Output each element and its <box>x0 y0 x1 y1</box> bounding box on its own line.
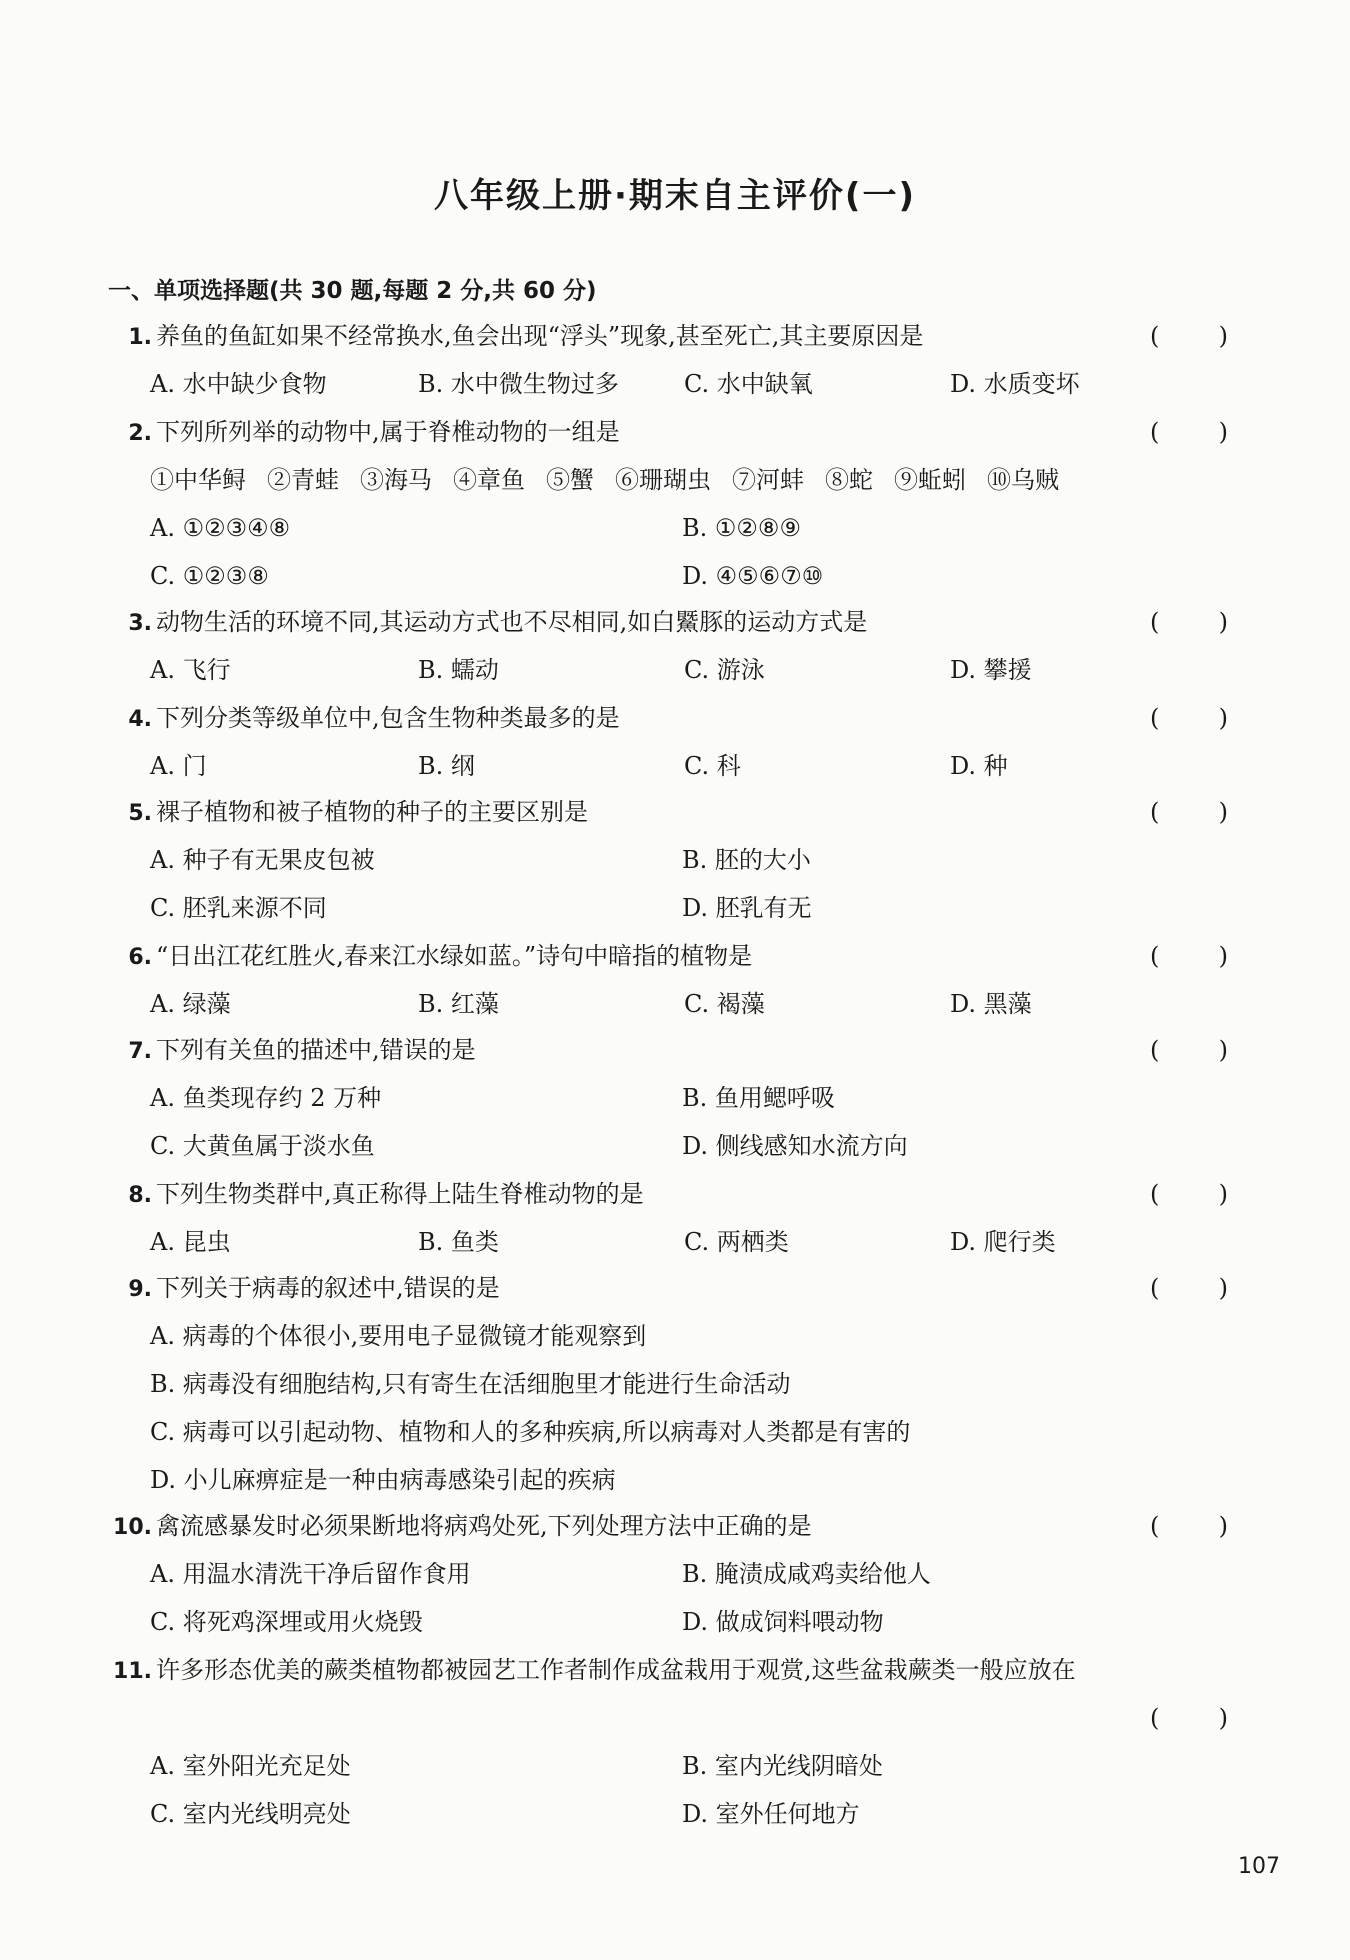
option-d: D. 种 <box>950 752 1008 780</box>
question-number: 9. <box>128 1277 152 1302</box>
question-number: 3. <box>128 611 152 636</box>
question-stem: 裸子植物和被子植物的种子的主要区别是 <box>156 798 588 826</box>
page-title: 八年级上册·期末自主评价(一) <box>434 176 916 216</box>
option-b: B. 胚的大小 <box>682 846 811 874</box>
option-a: A. 飞行 <box>150 656 231 684</box>
option-a: A. 病毒的个体很小,要用电子显微镜才能观察到 <box>150 1322 647 1350</box>
question-stem: 禽流感暴发时必须果断地将病鸡处死,下列处理方法中正确的是 <box>156 1512 812 1540</box>
options-row <box>150 1412 1230 1452</box>
question-stem: 动物生活的环境不同,其运动方式也不尽相同,如白鱀豚的运动方式是 <box>156 608 868 636</box>
option-a: A. 门 <box>150 752 207 780</box>
option-b: B. 水中微生物过多 <box>418 370 619 398</box>
option-d: D. ④⑤⑥⑦⑩ <box>682 562 824 590</box>
answer-bracket: ( ) <box>1150 1274 1228 1302</box>
answer-bracket: ( ) <box>1150 322 1228 350</box>
question-number: 6. <box>128 945 152 970</box>
option-a: A. 绿藻 <box>150 990 231 1018</box>
question-11 <box>104 1650 1228 1690</box>
option-b: B. 纲 <box>418 752 475 780</box>
question-10 <box>104 1506 1228 1546</box>
option-b: B. 室内光线阴暗处 <box>682 1752 883 1780</box>
question-number: 7. <box>128 1039 152 1064</box>
question-number: 8. <box>128 1183 152 1208</box>
option-d: D. 胚乳有无 <box>682 894 812 922</box>
option-c: C. 将死鸡深埋或用火烧毁 <box>150 1608 423 1636</box>
option-c: C. 室内光线明亮处 <box>150 1800 351 1828</box>
option-c: C. ①②③⑧ <box>150 562 269 590</box>
option-a: A. 水中缺少食物 <box>150 370 327 398</box>
question-7 <box>118 1030 1228 1070</box>
option-a: A. ①②③④⑧ <box>150 514 291 542</box>
options-row <box>150 1460 1230 1500</box>
section-heading: 一、单项选择题(共 30 题,每题 2 分,共 60 分) <box>108 278 597 304</box>
option-b: B. 鱼类 <box>418 1228 499 1256</box>
answer-bracket: ( ) <box>1150 1512 1228 1540</box>
options-row <box>150 1602 1230 1642</box>
question-stem: 下列生物类群中,真正称得上陆生脊椎动物的是 <box>156 1180 644 1208</box>
answer-bracket: ( ) <box>1150 798 1228 826</box>
question-1 <box>118 316 1228 356</box>
list-item: ④章鱼 <box>453 466 525 494</box>
question-number: 11. <box>113 1659 152 1684</box>
question-stem: 下列有关鱼的描述中,错误的是 <box>156 1036 476 1064</box>
option-a: A. 鱼类现存约 2 万种 <box>150 1084 382 1112</box>
question-9 <box>118 1268 1228 1308</box>
option-d: D. 室外任何地方 <box>682 1800 860 1828</box>
options-row <box>150 1554 1230 1594</box>
option-c: C. 胚乳来源不同 <box>150 894 327 922</box>
options-row <box>150 1746 1230 1786</box>
question-8 <box>118 1174 1228 1214</box>
options-row <box>150 556 1230 596</box>
option-b: B. 红藻 <box>418 990 499 1018</box>
question-stem: 许多形态优美的蕨类植物都被园艺工作者制作成盆栽用于观赏,这些盆栽蕨类一般应放在 <box>156 1656 1076 1684</box>
options-row <box>150 1316 1230 1356</box>
page-number: 107 <box>1238 1854 1280 1879</box>
option-b: B. 腌渍成咸鸡卖给他人 <box>682 1560 931 1588</box>
options-row <box>150 888 1230 928</box>
question-stem: 下列所列举的动物中,属于脊椎动物的一组是 <box>156 418 620 446</box>
list-item: ⑨蚯蚓 <box>894 466 966 494</box>
answer-bracket: ( ) <box>1150 1704 1228 1732</box>
question-stem: 下列分类等级单位中,包含生物种类最多的是 <box>156 704 620 732</box>
option-d: D. 小儿麻痹症是一种由病毒感染引起的疾病 <box>150 1466 616 1494</box>
option-c: C. 科 <box>684 752 741 780</box>
list-item: ②青蛙 <box>267 466 339 494</box>
options-row <box>150 1078 1230 1118</box>
option-c: C. 水中缺氧 <box>684 370 813 398</box>
question-stem: “日出江花红胜火,春来江水绿如蓝。”诗句中暗指的植物是 <box>156 942 753 970</box>
answer-bracket: ( ) <box>1150 942 1228 970</box>
list-item: ⑤蟹 <box>546 466 594 494</box>
options-row <box>150 508 1230 548</box>
options-row <box>150 1222 1230 1262</box>
answer-bracket: ( ) <box>1150 1036 1228 1064</box>
options-row <box>150 1794 1230 1834</box>
option-a: A. 室外阳光充足处 <box>150 1752 351 1780</box>
option-a: A. 昆虫 <box>150 1228 231 1256</box>
option-c: C. 两栖类 <box>684 1228 789 1256</box>
list-item: ⑥珊瑚虫 <box>615 466 711 494</box>
option-d: D. 黑藻 <box>950 990 1032 1018</box>
answer-bracket: ( ) <box>1150 1180 1228 1208</box>
question-2 <box>118 412 1228 452</box>
option-b: B. ①②⑧⑨ <box>682 514 801 542</box>
option-a: A. 用温水清洗干净后留作食用 <box>150 1560 471 1588</box>
question-3 <box>118 602 1228 642</box>
option-c: C. 大黄鱼属于淡水鱼 <box>150 1132 375 1160</box>
question-number: 5. <box>128 801 152 826</box>
answer-bracket: ( ) <box>1150 418 1228 446</box>
options-row <box>150 364 1230 404</box>
question-number: 10. <box>113 1515 152 1540</box>
answer-bracket: ( ) <box>1150 608 1228 636</box>
option-b: B. 鱼用鳃呼吸 <box>682 1084 835 1112</box>
option-b: B. 病毒没有细胞结构,只有寄生在活细胞里才能进行生命活动 <box>150 1370 791 1398</box>
options-row <box>150 984 1230 1024</box>
list-item: ⑦河蚌 <box>732 466 804 494</box>
animal-list <box>150 460 1230 500</box>
answer-bracket: ( ) <box>1150 704 1228 732</box>
list-item: ⑧蛇 <box>825 466 873 494</box>
question-number: 4. <box>128 707 152 732</box>
option-a: A. 种子有无果皮包被 <box>150 846 375 874</box>
list-item: ⑩乌贼 <box>987 466 1059 494</box>
option-c: C. 褐藻 <box>684 990 765 1018</box>
question-number: 2. <box>128 421 152 446</box>
option-d: D. 做成饲料喂动物 <box>682 1608 884 1636</box>
question-6 <box>118 936 1228 976</box>
options-row <box>150 1126 1230 1166</box>
options-row <box>150 650 1230 690</box>
list-item: ③海马 <box>360 466 432 494</box>
option-d: D. 水质变坏 <box>950 370 1080 398</box>
option-d: D. 攀援 <box>950 656 1032 684</box>
option-d: D. 侧线感知水流方向 <box>682 1132 908 1160</box>
options-row <box>150 840 1230 880</box>
question-5 <box>118 792 1228 832</box>
question-4 <box>118 698 1228 738</box>
option-c: C. 游泳 <box>684 656 765 684</box>
options-row <box>150 1364 1230 1404</box>
options-row <box>150 746 1230 786</box>
question-stem: 养鱼的鱼缸如果不经常换水,鱼会出现“浮头”现象,甚至死亡,其主要原因是 <box>156 322 924 350</box>
question-11-bracket-line <box>118 1698 1228 1738</box>
question-stem: 下列关于病毒的叙述中,错误的是 <box>156 1274 500 1302</box>
option-c: C. 病毒可以引起动物、植物和人的多种疾病,所以病毒对人类都是有害的 <box>150 1418 911 1446</box>
option-b: B. 蠕动 <box>418 656 499 684</box>
list-item: ①中华鲟 <box>150 466 246 494</box>
option-d: D. 爬行类 <box>950 1228 1056 1256</box>
question-number: 1. <box>128 325 152 350</box>
